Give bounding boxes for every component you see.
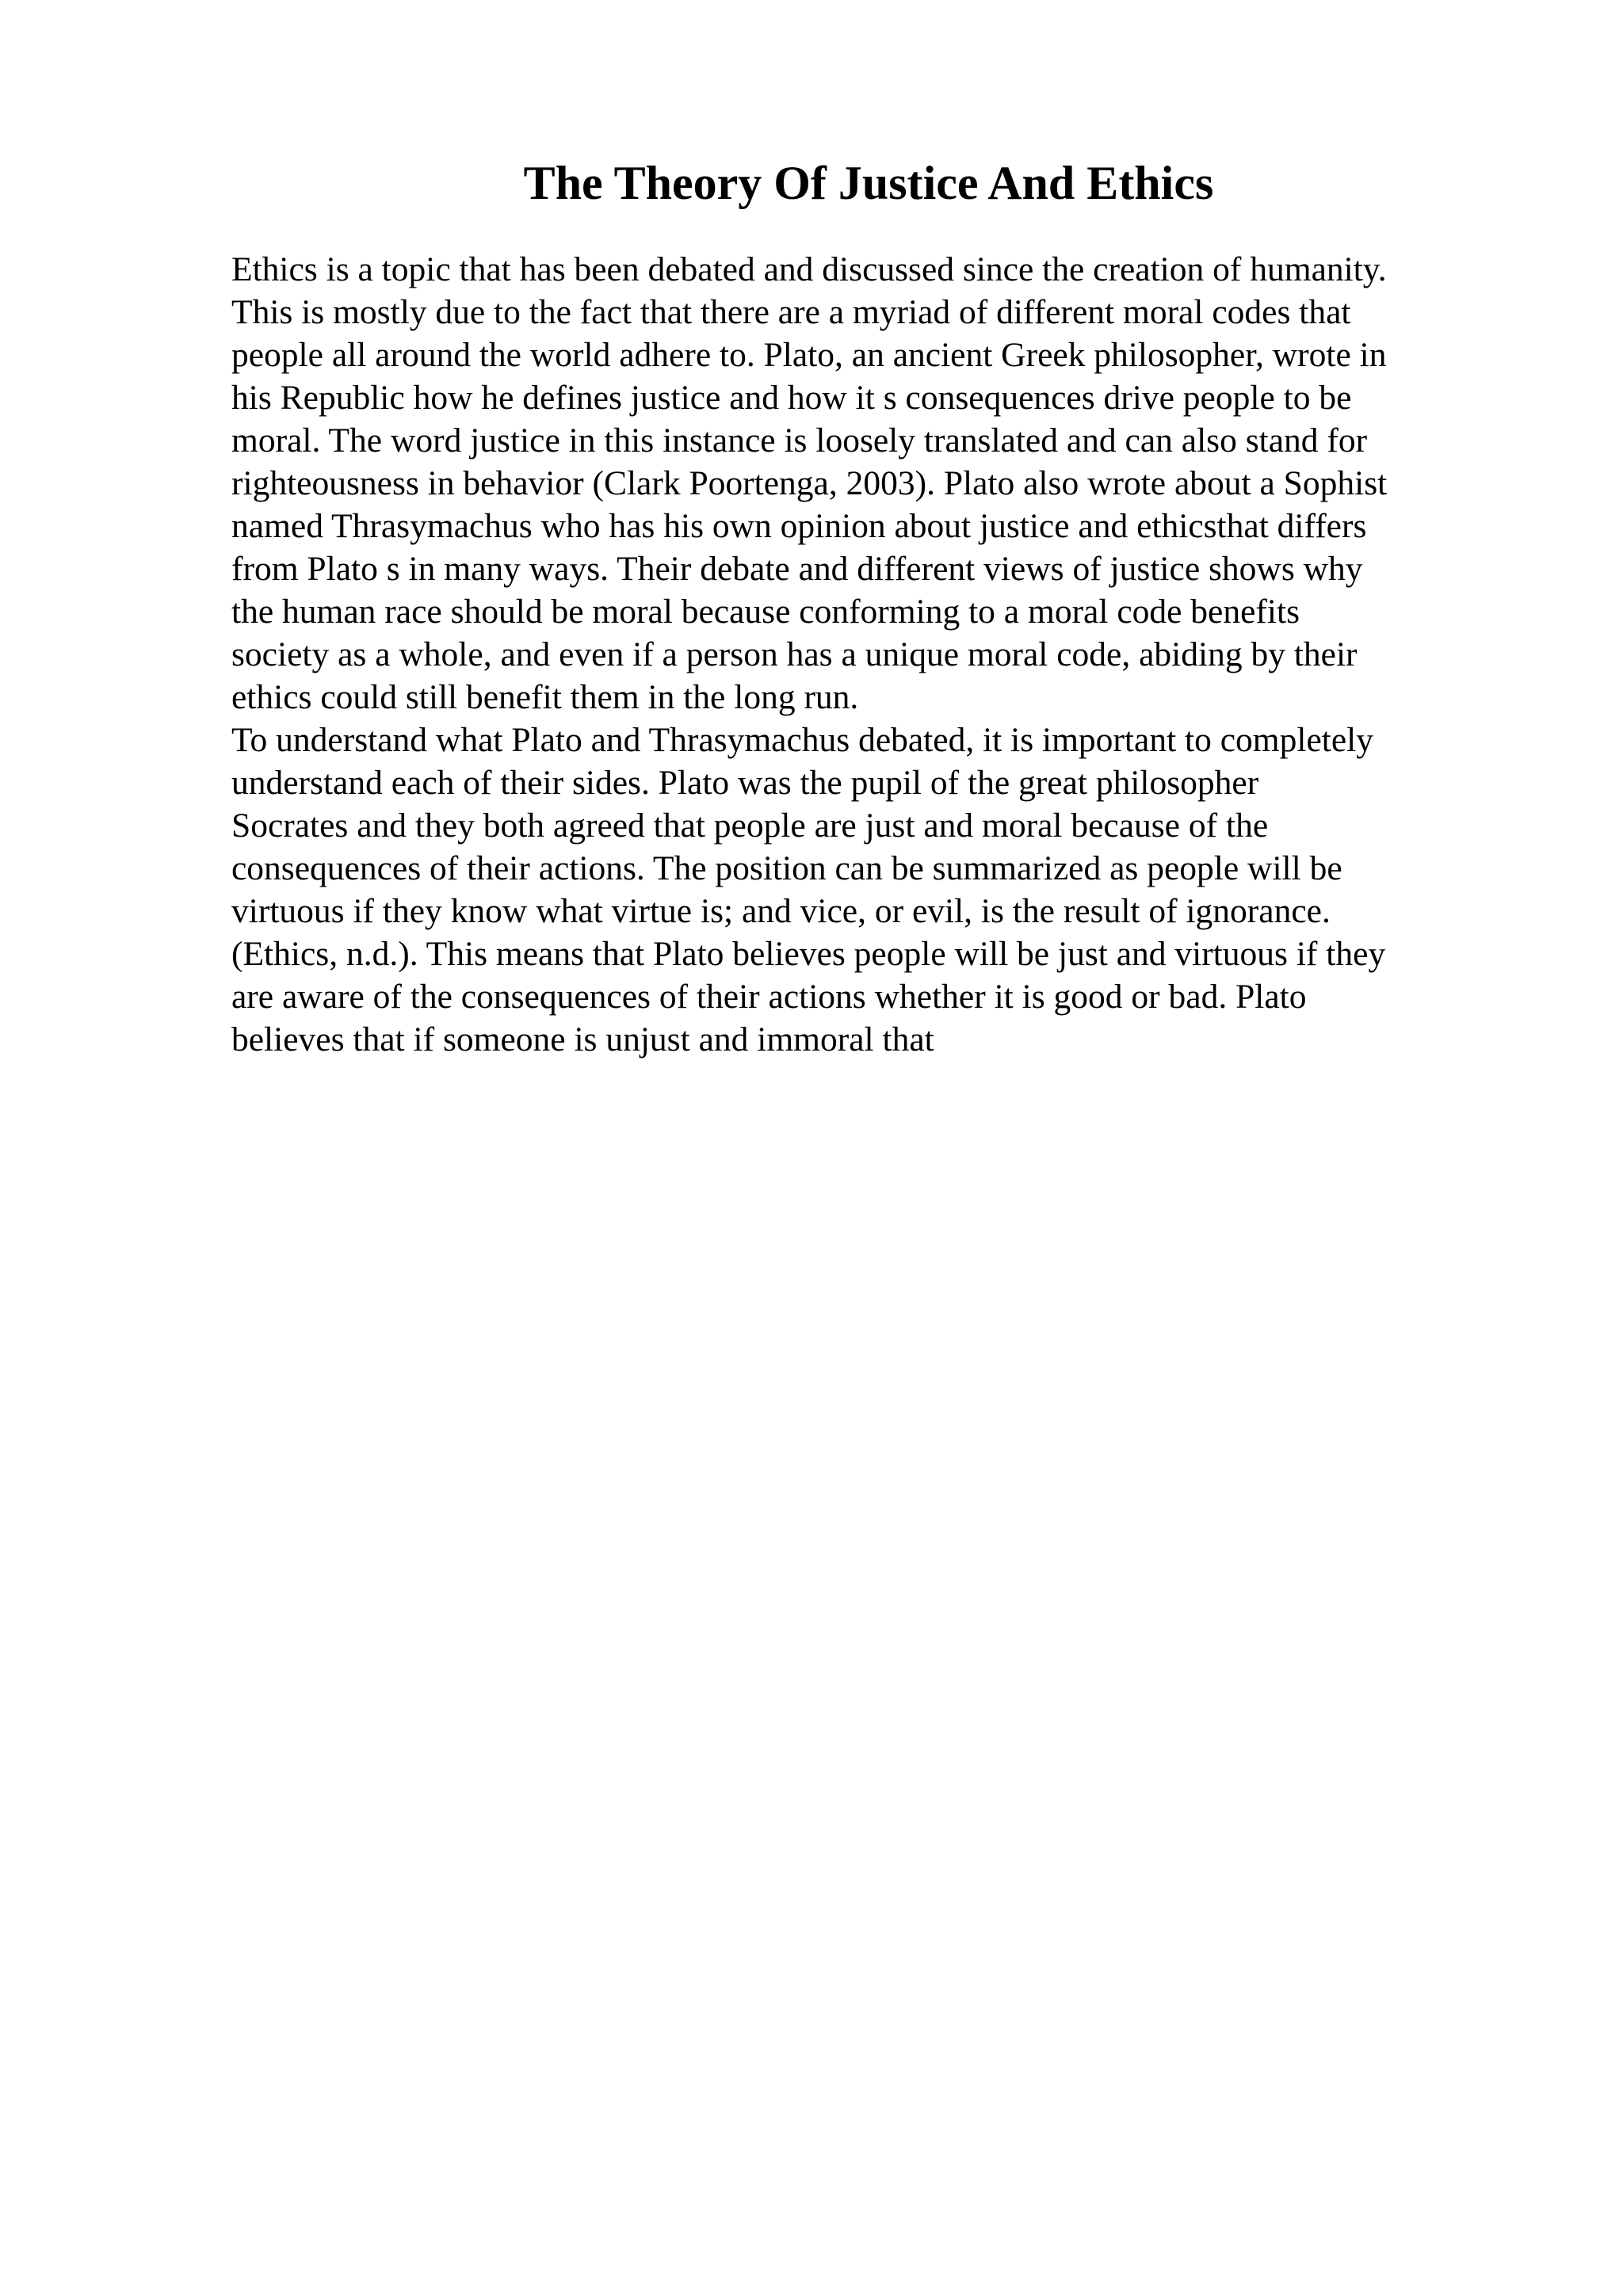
body-line: righteousness in behavior (Clark Poortenga, 2003). Plato also wrote about a Sophist: [231, 464, 1388, 502]
body-line: people all around the world adhere to. Plato, an ancient Greek philosopher, wrote in: [231, 336, 1387, 374]
body-line: believes that if someone is unjust and immoral that: [231, 1020, 934, 1058]
body-line: are aware of the consequences of their actions whether it is good or bad. Plato: [231, 978, 1307, 1016]
body-line: (Ethics, n.d.). This means that Plato believes people will be just and virtuous if they: [231, 935, 1386, 973]
body-line: moral. The word justice in this instance is loosely translated and can also stand for: [231, 421, 1368, 460]
body-line: This is mostly due to the fact that there are a myriad of different moral codes that: [231, 293, 1351, 331]
body-line: To understand what Plato and Thrasymachus debated, it is important to completely: [231, 721, 1374, 759]
body-line: ethics could still benefit them in the long run.: [231, 678, 859, 716]
body-line: society as a whole, and even if a person has a unique moral code, abiding by their: [231, 635, 1358, 673]
document-title: The Theory Of Justice And Ethics: [523, 157, 1214, 209]
body-line: from Plato s in many ways. Their debate and different views of justice shows why: [231, 550, 1363, 588]
document-body: [231, 248, 1484, 1061]
body-line: named Thrasymachus who has his own opinion about justice and ethicsthat differs: [231, 507, 1367, 545]
body-line: consequences of their actions. The position can be summarized as people will be: [231, 849, 1342, 887]
body-line: Ethics is a topic that has been debated and discussed since the creation of humanity.: [231, 250, 1387, 288]
body-line: his Republic how he defines justice and how it s consequences drive people to be: [231, 379, 1352, 417]
body-line: the human race should be moral because conforming to a moral code benefits: [231, 593, 1300, 631]
body-line: virtuous if they know what virtue is; and vice, or evil, is the result of ignorance.: [231, 892, 1331, 930]
body-line: Socrates and they both agreed that people are just and moral because of the: [231, 807, 1269, 845]
body-line: understand each of their sides. Plato was the pupil of the great philosopher: [231, 764, 1259, 802]
